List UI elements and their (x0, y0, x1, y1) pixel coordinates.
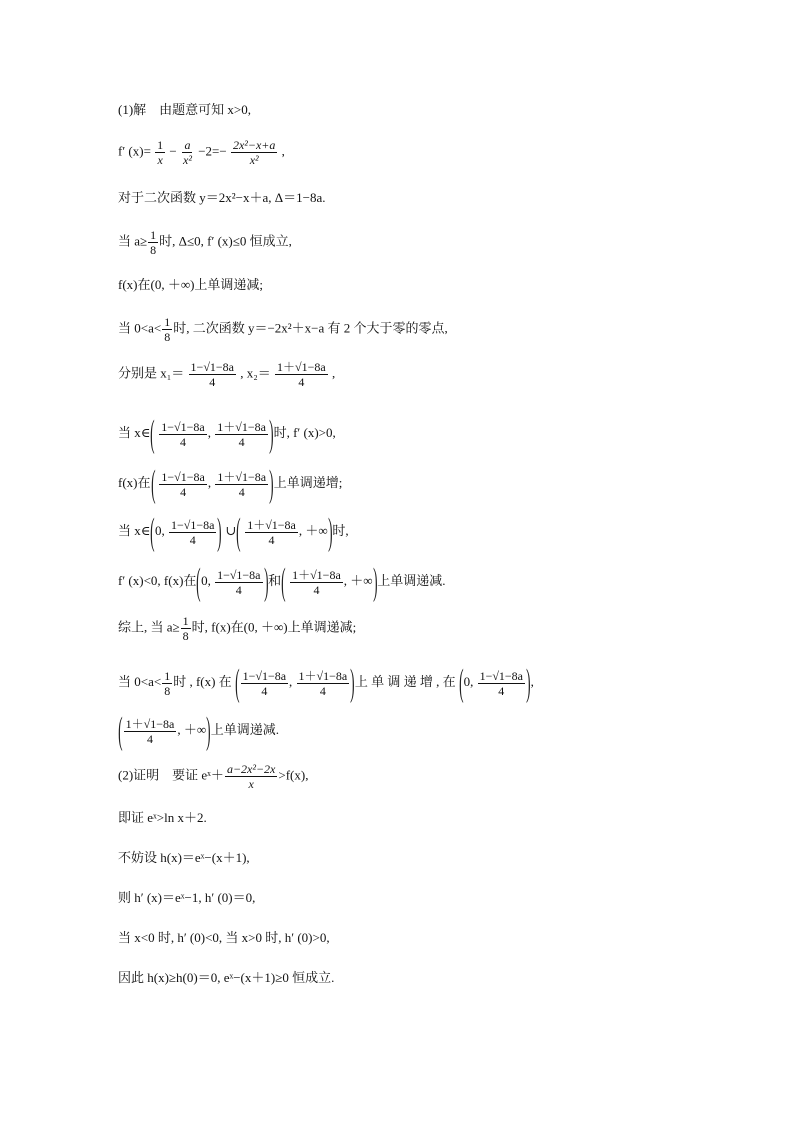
numerator: 1＋√1−8a (247, 517, 296, 532)
denominator: x (157, 153, 163, 167)
line-11 (118, 563, 445, 601)
left-paren: ( (281, 561, 286, 603)
text: 当 x∈ (118, 522, 151, 538)
denominator: 4 (180, 484, 187, 499)
right-paren: ) (263, 561, 269, 603)
right-paren: ) (526, 662, 531, 704)
text: 当 a≥ (118, 233, 148, 249)
numerator: 1＋√1−8a (217, 469, 267, 484)
left-paren: ( (150, 413, 155, 455)
text: , (207, 474, 212, 490)
text: 时, Δ≤0, f′ (x)≤0 恒成立, (159, 233, 292, 249)
fraction (215, 568, 262, 597)
numerator: 1＋√1−8a (298, 668, 348, 683)
text: , (289, 673, 293, 689)
numerator: 1＋√1−8a (277, 360, 326, 374)
text: − (169, 143, 177, 159)
numerator: 1 (182, 614, 189, 628)
fraction (290, 568, 343, 597)
text: , (177, 721, 181, 737)
numerator: 1−√1−8a (161, 469, 205, 484)
denominator: x² (183, 153, 192, 167)
line-19 (118, 928, 330, 948)
left-paren: ( (459, 662, 464, 704)
text: 上单调递减. (377, 572, 446, 588)
text: , x₂＝ (240, 365, 271, 381)
text: 分别是 x₁＝ (118, 365, 185, 381)
numerator: 1−√1−8a (217, 567, 261, 582)
line-17 (118, 848, 250, 868)
line-4 (118, 228, 292, 257)
text: ＋∞ (183, 721, 207, 737)
right-paren: ) (217, 511, 223, 553)
fraction (159, 420, 206, 449)
line-5 (118, 275, 263, 295)
denominator: 4 (498, 683, 505, 698)
fraction-x1 (189, 360, 236, 389)
denominator: 8 (164, 683, 171, 698)
left-paren: ( (150, 511, 155, 553)
numerator: 2x²−x+a (232, 138, 276, 152)
numerator: 1＋√1−8a (125, 716, 175, 731)
text: 时, f′ (x)>0, (273, 424, 336, 440)
text: 当 0<a< (118, 320, 162, 336)
numerator: 1＋√1−8a (292, 567, 341, 582)
line-8 (118, 415, 336, 453)
numerator: 1−√1−8a (171, 517, 215, 532)
line-18 (118, 888, 255, 908)
text: f′ (x)<0, f(x)在 (118, 572, 197, 588)
text: 上 单 调 递 增 , 在 (354, 673, 456, 689)
text: 时, (332, 522, 349, 538)
line-16 (118, 808, 207, 828)
right-paren: ) (269, 413, 274, 455)
fraction (181, 138, 194, 167)
left-paren: ( (118, 710, 123, 752)
text: 即证 eˣ>ln x＋2. (118, 810, 207, 825)
left-paren: ( (196, 561, 201, 603)
line-13 (118, 664, 534, 702)
text: (1)解 由题意可知 x>0, (118, 102, 251, 117)
text: 当 x<0 时, h′ (0)<0, 当 x>0 时, h′ (0)>0, (118, 930, 330, 945)
line-3 (118, 188, 325, 208)
numerator: 1−√1−8a (242, 668, 287, 683)
fraction (181, 614, 191, 643)
fraction (478, 669, 525, 698)
numerator: 1 (150, 228, 157, 242)
text: 时 , f(x) 在 (173, 673, 232, 689)
text: 0, (155, 522, 165, 538)
fraction (245, 518, 298, 547)
numerator: a (184, 138, 191, 152)
denominator: 4 (268, 532, 275, 547)
text: , (298, 522, 303, 538)
denominator: 4 (319, 683, 326, 698)
line-20 (118, 968, 334, 988)
text: 0, (463, 673, 474, 689)
denominator: 4 (238, 484, 245, 499)
fraction (159, 470, 206, 499)
numerator: 1 (164, 315, 171, 329)
right-paren: ) (327, 511, 333, 553)
text: 不妨设 h(x)＝eˣ−(x＋1), (118, 850, 250, 865)
line-14 (118, 712, 279, 750)
denominator: 4 (261, 683, 268, 698)
denominator: 8 (164, 330, 171, 344)
fraction (155, 138, 165, 167)
text: 和 (268, 572, 282, 588)
text: 时, 二次函数 y＝−2x²＋x−a 有 2 个大于零的零点, (173, 320, 448, 336)
text: 上单调递减. (210, 721, 280, 737)
text: 0, (201, 572, 211, 588)
denominator: x² (249, 153, 259, 167)
denominator: 8 (150, 243, 157, 257)
fraction (169, 518, 216, 547)
text: , (530, 673, 534, 689)
fraction (215, 420, 268, 449)
numerator: 1 (164, 668, 171, 683)
denominator: 4 (238, 434, 245, 449)
denominator: 4 (180, 434, 186, 449)
left-paren: ( (236, 511, 241, 553)
right-paren: ) (206, 710, 211, 752)
union-symbol: ∪ (225, 522, 237, 538)
line-2-derivative (118, 138, 285, 167)
fraction-x2 (275, 360, 328, 389)
denominator: 4 (147, 731, 153, 746)
numerator: 1−√1−8a (161, 419, 205, 434)
line-15-proof (118, 762, 308, 791)
text: 则 h′ (x)＝eˣ−1, h′ (0)＝0, (118, 890, 256, 905)
fraction (162, 315, 172, 344)
text: ＋∞ (350, 572, 373, 588)
denominator: 4 (313, 582, 320, 597)
denominator: x (248, 777, 254, 791)
text: 对于二次函数 y＝2x²−x＋a, Δ＝1−8a. (118, 190, 326, 205)
denominator: 4 (189, 532, 196, 547)
denominator: 4 (235, 582, 242, 597)
fraction (231, 138, 277, 167)
fraction (162, 669, 172, 698)
text: 上单调递增; (273, 474, 343, 490)
text: , (331, 365, 336, 381)
denominator: 4 (209, 375, 216, 389)
text: f(x)在 (118, 474, 151, 490)
fraction (215, 470, 268, 499)
text: f(x)在(0, ＋∞)上单调递减; (118, 277, 264, 292)
text: (2)证明 要证 eˣ＋ (118, 767, 224, 783)
numerator: 1＋√1−8a (217, 419, 266, 434)
numerator: a−2x²−2x (226, 762, 276, 776)
line-7-roots (118, 360, 335, 389)
numerator: 1 (157, 138, 164, 152)
line-6 (118, 315, 448, 344)
text: 当 x∈ (118, 424, 151, 440)
denominator: 4 (298, 375, 305, 389)
text: f′ (x)= (118, 143, 151, 159)
numerator: 1−√1−8a (190, 360, 234, 374)
fraction (225, 762, 277, 791)
denominator: 8 (182, 629, 189, 643)
text: −2=− (198, 143, 227, 159)
fraction (241, 669, 288, 698)
text: , (343, 572, 348, 588)
text: >f(x), (278, 767, 309, 783)
left-paren: ( (235, 662, 240, 704)
right-paren: ) (350, 662, 355, 704)
right-paren: ) (372, 561, 378, 603)
fraction (124, 717, 177, 746)
text: 时, f(x)在(0, ＋∞)上单调递减; (191, 619, 357, 635)
line-1 (118, 100, 251, 120)
text: 因此 h(x)≥h(0)＝0, eˣ−(x＋1)≥0 恒成立. (118, 970, 335, 985)
left-paren: ( (150, 463, 156, 505)
line-12 (118, 614, 356, 643)
right-paren: ) (269, 463, 274, 505)
fraction (297, 669, 350, 698)
text: 当 0<a< (118, 673, 162, 689)
fraction (148, 228, 158, 257)
text: , (281, 143, 285, 159)
numerator: 1−√1−8a (479, 668, 524, 683)
line-9 (118, 465, 342, 503)
line-10 (118, 513, 349, 551)
text: 综上, 当 a≥ (118, 619, 180, 635)
text: ＋∞ (305, 522, 328, 538)
text: , (207, 424, 211, 440)
